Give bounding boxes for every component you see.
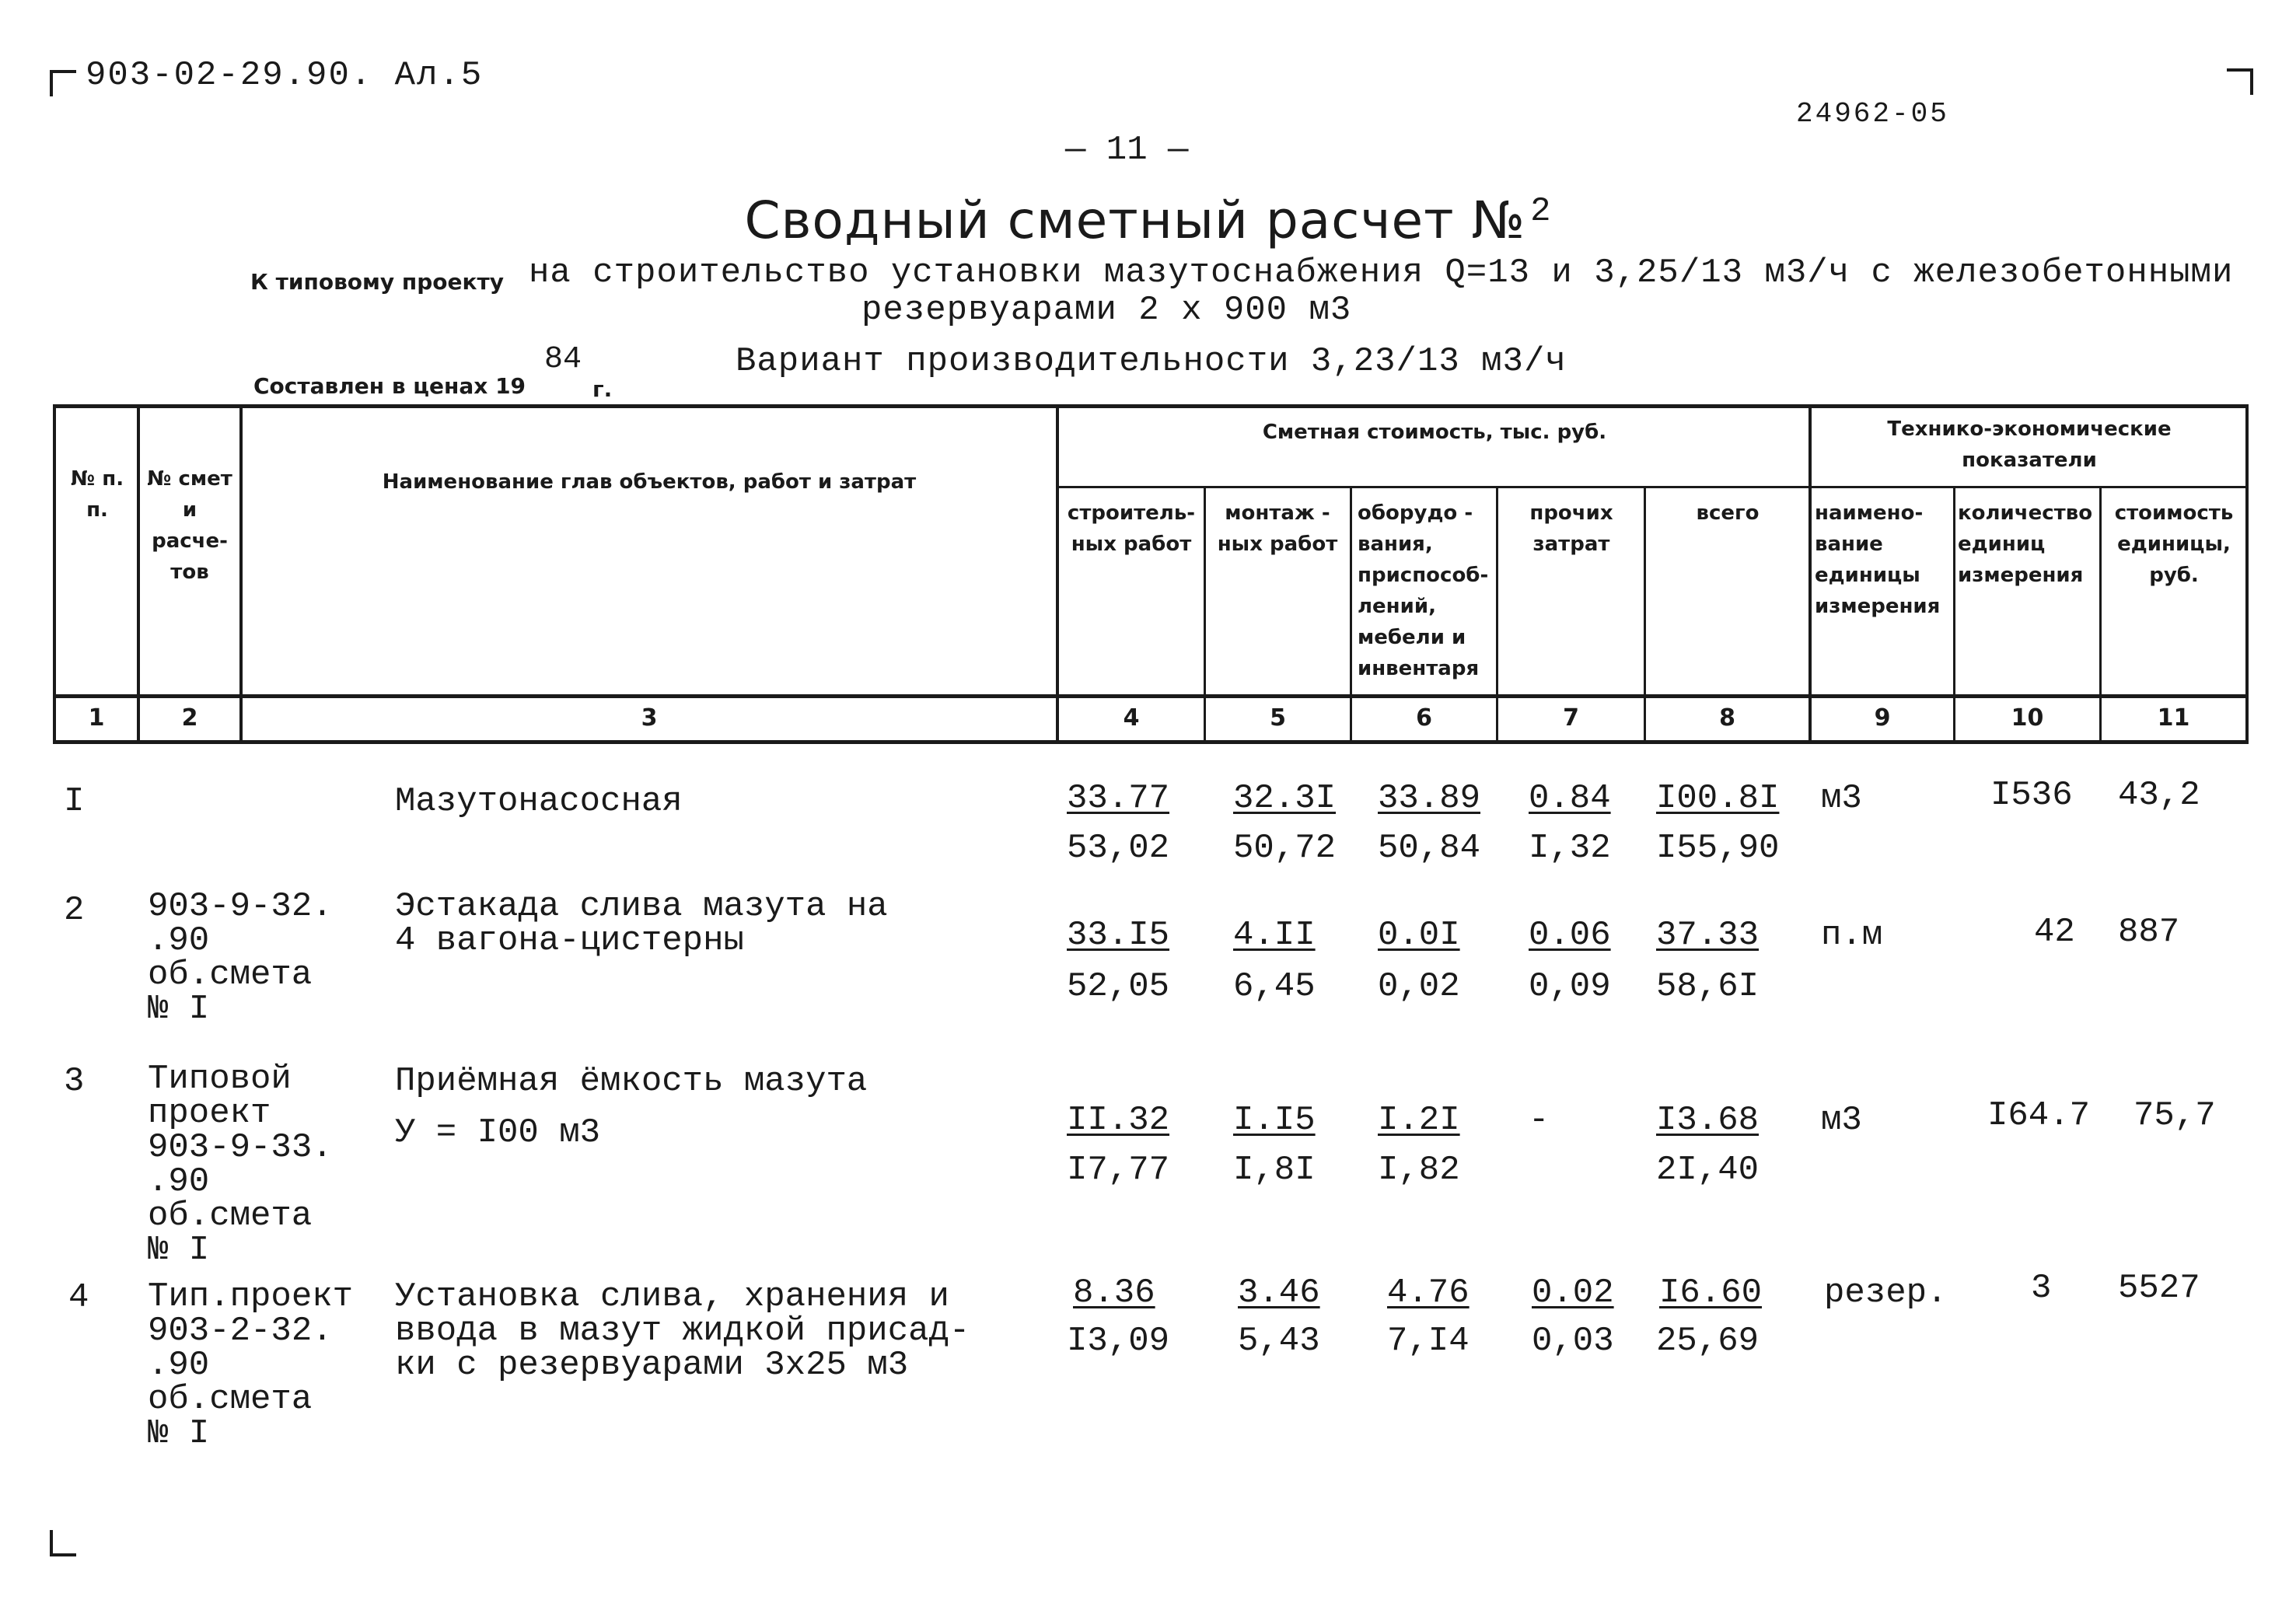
header-num: № п. п. bbox=[70, 467, 124, 522]
row-unit: м3 bbox=[1821, 1101, 1862, 1140]
title-text: Сводный сметный расчет № bbox=[744, 190, 1526, 250]
total-cost: I6.60 bbox=[1659, 1273, 1763, 1312]
construction-cost: II.32 bbox=[1067, 1101, 1170, 1140]
vrule bbox=[239, 404, 243, 744]
row-unit: резер. bbox=[1824, 1273, 1948, 1312]
column-number: 7 bbox=[1563, 704, 1579, 732]
other-cost-indexed: I,32 bbox=[1529, 829, 1611, 868]
title-number: 2 bbox=[1530, 192, 1552, 231]
column-number: 10 bbox=[2011, 704, 2044, 732]
construction-cost: 33.I5 bbox=[1067, 916, 1170, 955]
installation-cost: I.I5 bbox=[1233, 1101, 1316, 1140]
row-unit-cost: 43,2 bbox=[2118, 776, 2200, 815]
equipment-cost: 33.89 bbox=[1378, 779, 1481, 818]
row-unit-cost: 887 bbox=[2118, 913, 2180, 952]
equipment-cost-indexed: I,82 bbox=[1378, 1151, 1460, 1190]
equipment-cost: I.2I bbox=[1378, 1101, 1460, 1140]
other-cost-indexed: 0,09 bbox=[1529, 967, 1611, 1006]
equipment-cost: 0.0I bbox=[1378, 916, 1460, 955]
row-quantity: 3 bbox=[2031, 1269, 2052, 1308]
equipment-cost-indexed: 0,02 bbox=[1378, 967, 1460, 1006]
row-quantity: 42 bbox=[2034, 913, 2075, 952]
total-cost: 37.33 bbox=[1656, 916, 1760, 955]
document-code: 903-02-29.90. Ал.5 bbox=[86, 56, 484, 95]
table-top-rule bbox=[53, 404, 2249, 408]
vrule bbox=[2245, 404, 2249, 744]
column-number: 11 bbox=[2157, 704, 2190, 732]
column-number: 8 bbox=[1719, 704, 1735, 732]
installation-cost: 4.II bbox=[1233, 916, 1316, 955]
vrule bbox=[137, 404, 140, 744]
prices-label: Составлен в ценах 19 bbox=[253, 373, 526, 399]
corner-mark-bottom-left bbox=[50, 1530, 76, 1556]
installation-cost-indexed: 5,43 bbox=[1238, 1322, 1320, 1361]
total-cost-indexed: 58,6I bbox=[1656, 967, 1760, 1006]
construction-cost: 33.77 bbox=[1067, 779, 1170, 818]
installation-cost-indexed: 6,45 bbox=[1233, 967, 1316, 1006]
corner-mark-top-left bbox=[50, 70, 76, 96]
total-cost-indexed: I55,90 bbox=[1656, 829, 1780, 868]
construction-cost: 8.36 bbox=[1073, 1273, 1155, 1312]
row-quantity: I536 bbox=[1990, 776, 2073, 815]
reference-number: 24962-05 bbox=[1796, 98, 1949, 130]
row-num: I bbox=[64, 782, 85, 821]
total-cost: I00.8I bbox=[1656, 779, 1780, 818]
prices-suffix: г. bbox=[592, 376, 613, 402]
other-cost: - bbox=[1529, 1101, 1550, 1140]
construction-cost-indexed: 53,02 bbox=[1067, 829, 1170, 868]
project-prefix: К типовому проекту bbox=[250, 269, 505, 295]
row-num: 3 bbox=[64, 1062, 85, 1101]
vrule bbox=[1056, 404, 1059, 744]
row-estimate: Тип.проект 903-2-32. .90 об.смета № I bbox=[148, 1277, 354, 1453]
header-unit-cost: стоимость единицы, руб. bbox=[2114, 501, 2234, 587]
column-number: 1 bbox=[88, 704, 105, 732]
installation-cost: 3.46 bbox=[1238, 1273, 1320, 1312]
column-number: 5 bbox=[1270, 704, 1286, 732]
header-quantity: количество единиц измерения bbox=[1958, 501, 2093, 587]
column-number: 6 bbox=[1416, 704, 1432, 732]
header-installation: монтаж - ных работ bbox=[1217, 501, 1338, 556]
other-cost: 0.84 bbox=[1529, 779, 1611, 818]
row-unit-cost: 75,7 bbox=[2133, 1096, 2216, 1135]
page-number: — 11 — bbox=[1065, 131, 1189, 169]
other-cost: 0.06 bbox=[1529, 916, 1611, 955]
vrule bbox=[53, 404, 56, 744]
construction-cost-indexed: I7,77 bbox=[1067, 1151, 1170, 1190]
page-title bbox=[0, 190, 2296, 250]
installation-cost-indexed: 50,72 bbox=[1233, 829, 1337, 868]
other-cost-indexed: 0,03 bbox=[1532, 1322, 1614, 1361]
project-description-line-1: на строительство установки мазутоснабжения Q=13 и 3,25/13 м3/ч с железобетонными bbox=[529, 253, 2234, 292]
header-construction: строитель- ных работ bbox=[1067, 501, 1196, 556]
row-name: Установка слива, хранения и ввода в мазут жидкой присад- ки с резервуарами 3х25 м3 bbox=[395, 1277, 970, 1385]
equipment-cost-indexed: 7,I4 bbox=[1387, 1322, 1470, 1361]
column-number: 9 bbox=[1874, 704, 1891, 732]
header-name: Наименование глав объектов, работ и затрат bbox=[382, 470, 917, 494]
total-cost-indexed: 2I,40 bbox=[1656, 1151, 1760, 1190]
subheader-rule bbox=[1057, 486, 2249, 488]
row-num: 4 bbox=[68, 1278, 89, 1317]
row-unit: м3 bbox=[1821, 779, 1862, 818]
row-num: 2 bbox=[64, 891, 85, 930]
equipment-cost-indexed: 50,84 bbox=[1378, 829, 1481, 868]
construction-cost-indexed: I3,09 bbox=[1067, 1322, 1170, 1361]
prices-year: 84 bbox=[544, 342, 582, 377]
row-unit-cost: 5527 bbox=[2118, 1269, 2200, 1308]
row-estimate: 903-9-32. .90 об.смета № I bbox=[148, 887, 333, 1029]
column-number-bottom-rule bbox=[53, 740, 2249, 744]
installation-cost-indexed: I,8I bbox=[1233, 1151, 1316, 1190]
variant-line: Вариант производительности 3,23/13 м3/ч bbox=[736, 342, 1567, 381]
installation-cost: 32.3I bbox=[1233, 779, 1337, 818]
other-cost: 0.02 bbox=[1532, 1273, 1614, 1312]
construction-cost-indexed: 52,05 bbox=[1067, 967, 1170, 1006]
header-estimate: № смет и расче- тов bbox=[147, 467, 232, 584]
header-equipment: оборудо - вания, приспособ- лений, мебели и инвентаря bbox=[1358, 501, 1489, 680]
column-number: 4 bbox=[1123, 704, 1140, 732]
header-cost-group: Сметная стоимость, тыс. руб. bbox=[1262, 421, 1607, 444]
total-cost-indexed: 25,69 bbox=[1656, 1322, 1760, 1361]
row-name: Приёмная ёмкость мазута У = I00 м3 bbox=[395, 1062, 868, 1152]
header-total: всего bbox=[1696, 501, 1760, 525]
corner-mark-top-right bbox=[2227, 68, 2253, 95]
column-number: 2 bbox=[181, 704, 198, 732]
project-description-line-2: резервуарами 2 х 900 м3 bbox=[861, 291, 1352, 330]
total-cost: I3.68 bbox=[1656, 1101, 1760, 1140]
row-estimate: Типовой проект 903-9-33. .90 об.смета № I bbox=[148, 1060, 333, 1270]
row-name: Эстакада слива мазута на 4 вагона-цистерны bbox=[395, 887, 888, 960]
column-number: 3 bbox=[641, 704, 658, 732]
equipment-cost: 4.76 bbox=[1387, 1273, 1470, 1312]
header-other: прочих затрат bbox=[1529, 501, 1613, 556]
header-unit: наимено- вание единицы измерения bbox=[1815, 501, 1941, 618]
row-unit: п.м bbox=[1821, 916, 1883, 955]
header-tech-group: Технико-экономические показатели bbox=[1887, 417, 2172, 472]
row-name: Мазутонасосная bbox=[395, 782, 683, 821]
vrule bbox=[1808, 404, 1812, 744]
row-quantity: I64.7 bbox=[1987, 1096, 2091, 1135]
